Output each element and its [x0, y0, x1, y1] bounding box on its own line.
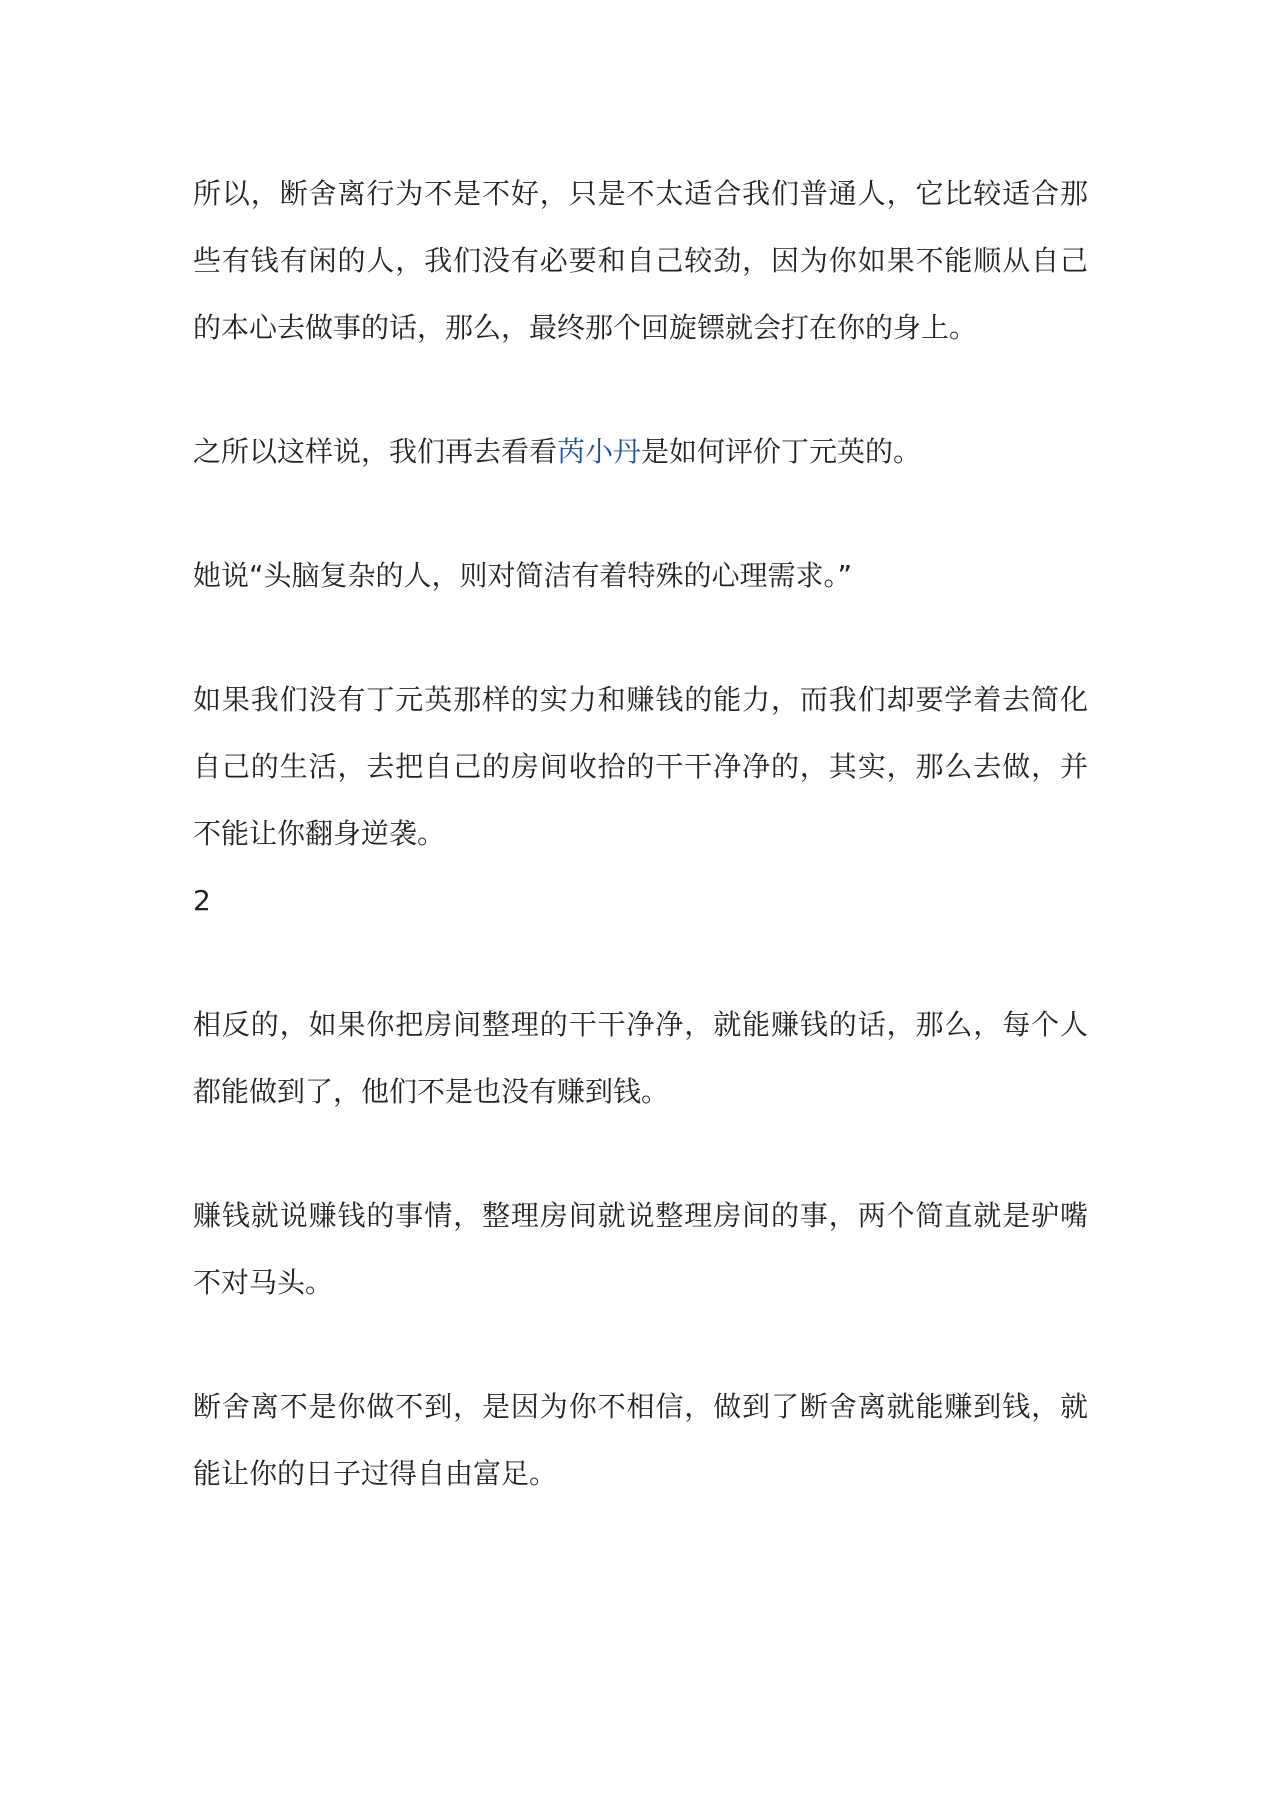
paragraph-4: 如果我们没有丁元英那样的实力和赚钱的能力，而我们却要学着去简化自己的生活，去把自己的房间收拾的干干净净的，其实，那么去做，并不能让你翻身逆袭。	[193, 683, 1088, 850]
paragraph-7: 断舍离不是你做不到，是因为你不相信，做到了断舍离就能赚到钱，就能让你的日子过得自由富足。	[193, 1390, 1088, 1490]
paragraph-1: 所以，断舍离行为不是不好，只是不太适合我们普通人，它比较适合那些有钱有闲的人，我们没有必要和自己较劲，因为你如果不能顺从自己的本心去做事的话，那么，最终那个回旋镖就会打在你的身上。	[193, 177, 1088, 344]
section-number: 2	[193, 884, 211, 917]
paragraph-5: 相反的，如果你把房间整理的干干净净，就能赚钱的话，那么，每个人都能做到了，他们不是也没有赚到钱。	[193, 1008, 1088, 1108]
paragraph-2-text-after: 是如何评价丁元英的。	[641, 435, 922, 468]
paragraph-2-text-before: 之所以这样说，我们再去看看	[193, 435, 558, 468]
article-body	[193, 160, 1088, 1507]
person-link[interactable]: 芮小丹	[557, 435, 642, 468]
paragraph-2	[193, 418, 1088, 485]
paragraph-6: 赚钱就说赚钱的事情，整理房间就说整理房间的事，两个简直就是驴嘴不对马头。	[193, 1199, 1088, 1299]
paragraph-3: 她说“头脑复杂的人，则对简洁有着特殊的心理需求。”	[193, 559, 853, 592]
